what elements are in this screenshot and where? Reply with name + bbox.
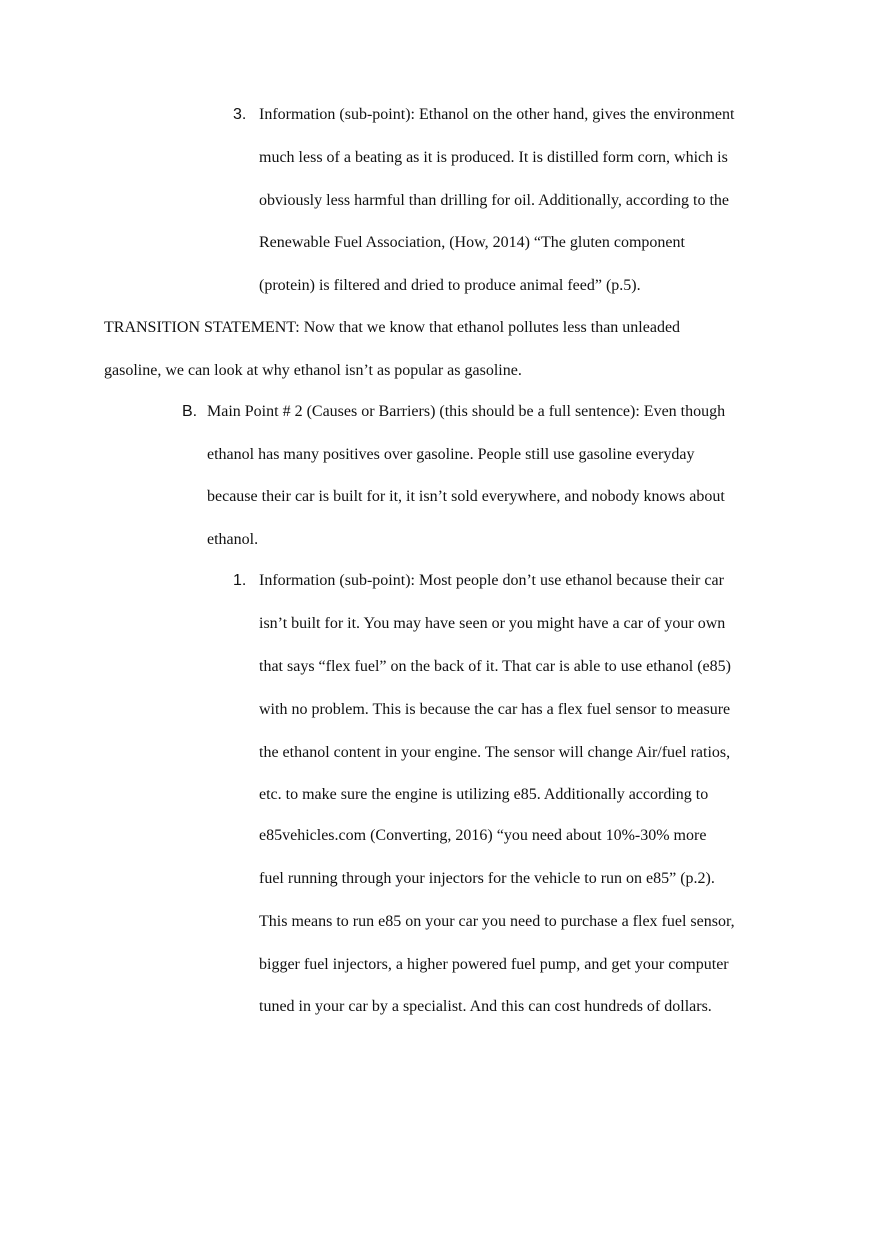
sub-point-1-line-7: e85vehicles.com (Converting, 2016) “you need about 10%-30% more — [259, 827, 707, 844]
transition-line-1: TRANSITION STATEMENT: Now that we know that ethanol pollutes less than unleaded — [104, 319, 681, 336]
sub-point-3-marker: 3. — [233, 106, 247, 123]
sub-point-1-line-6: etc. to make sure the engine is utilizing e85. Additionally according to — [259, 786, 709, 803]
sub-point-1-line-3: that says “flex fuel” on the back of it. That car is able to use ethanol (e85) — [259, 658, 731, 675]
sub-point-3-line-4: Renewable Fuel Association, (How, 2014) “The gluten component — [259, 234, 685, 251]
sub-point-3-line-5: (protein) is filtered and dried to produce animal feed” (p.5). — [259, 277, 641, 294]
sub-point-1-line-1: Information (sub-point): Most people don’t use ethanol because their car — [259, 572, 724, 589]
sub-point-1-line-10: bigger fuel injectors, a higher powered fuel pump, and get your computer — [259, 956, 729, 973]
main-point-b-marker: B. — [182, 403, 198, 420]
main-point-b-line-3: because their car is built for it, it isn’t sold everywhere, and nobody knows about — [207, 488, 725, 505]
sub-point-1-marker: 1. — [233, 572, 247, 589]
sub-point-1-line-8: fuel running through your injectors for the vehicle to run on e85” (p.2). — [259, 870, 715, 887]
sub-point-1-line-11: tuned in your car by a specialist. And this can cost hundreds of dollars. — [259, 998, 712, 1015]
sub-point-1-line-9: This means to run e85 on your car you need to purchase a flex fuel sensor, — [259, 913, 735, 930]
transition-line-2: gasoline, we can look at why ethanol isn’t as popular as gasoline. — [104, 362, 522, 379]
sub-point-3-line-3: obviously less harmful than drilling for oil. Additionally, according to the — [259, 192, 729, 209]
sub-point-1-line-4: with no problem. This is because the car has a flex fuel sensor to measure — [259, 701, 731, 718]
main-point-b-line-2: ethanol has many positives over gasoline. People still use gasoline everyday — [207, 446, 695, 463]
sub-point-3-line-1: Information (sub-point): Ethanol on the other hand, gives the environment — [259, 106, 735, 123]
sub-point-3-line-2: much less of a beating as it is produced. It is distilled form corn, which is — [259, 149, 728, 166]
main-point-b-line-1: Main Point # 2 (Causes or Barriers) (this should be a full sentence): Even though — [207, 403, 726, 420]
sub-point-1-line-5: the ethanol content in your engine. The sensor will change Air/fuel ratios, — [259, 744, 731, 761]
sub-point-1-line-2: isn’t built for it. You may have seen or you might have a car of your own — [259, 615, 726, 632]
main-point-b-line-4: ethanol. — [207, 531, 259, 548]
